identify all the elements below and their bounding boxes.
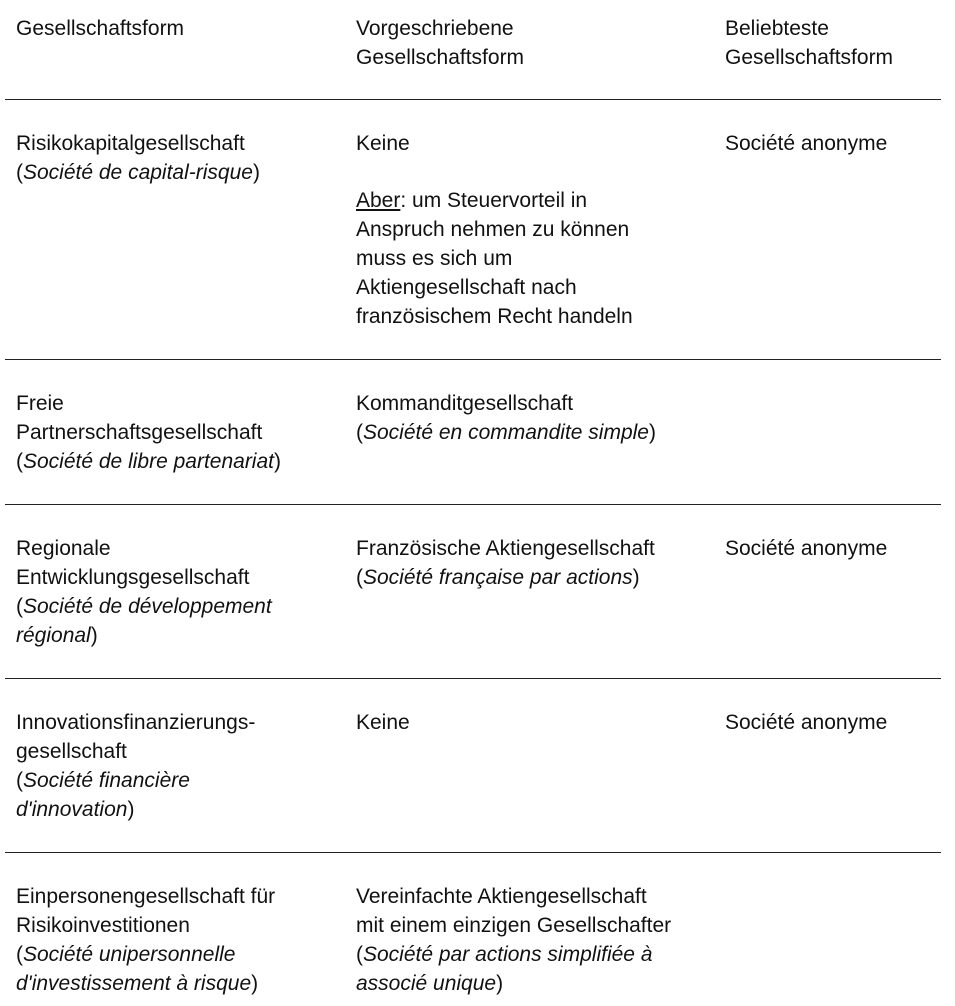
required-form-cell: Keine [356, 711, 410, 734]
legal-form-cell: Regionale Entwicklungsgesellschaft (Société de développement régional) [16, 537, 272, 647]
table-row [5, 504, 941, 678]
popular-form-cell: Société anonyme [725, 711, 888, 734]
header-popular-form: Beliebteste Gesellschaftsform [725, 17, 894, 69]
table-row [5, 359, 941, 504]
header-legal-form: Gesellschaftsform [16, 17, 185, 40]
table-row [5, 678, 941, 852]
legal-forms-table [5, 0, 941, 1005]
header-required-form: Vorgeschriebene Gesellschaftsform [356, 17, 525, 69]
required-form-cell: Vereinfachte Aktiengesellschaft mit einem einzigen Gesellschafter (Société par actions simplifiée à associé unique) [356, 885, 672, 995]
table-row [5, 852, 941, 1005]
popular-form-cell: Société anonyme [725, 132, 888, 155]
popular-form-cell: Société anonyme [725, 537, 888, 560]
required-form-cell: Französische Aktiengesellschaft (Société française par actions) [356, 537, 655, 589]
required-form-cell: Kommanditgesellschaft (Société en commandite simple) [356, 392, 656, 444]
legal-form-cell: Innovationsfinanzierungs- gesellschaft (Société financière d'innovation) [16, 711, 256, 821]
required-form-cell: Keine Aber: um Steuervorteil in Anspruch nehmen zu können muss es sich um Aktiengesellschaft nach französischem Recht handeln [356, 132, 633, 328]
note-label: Aber [356, 189, 401, 212]
table-header [5, 0, 941, 99]
legal-form-cell: Freie Partnerschaftsgesellschaft (Société de libre partenariat) [16, 392, 281, 473]
legal-form-cell: Risikokapitalgesellschaft (Société de capital-risque) [16, 132, 260, 184]
legal-form-cell: Einpersonengesellschaft für Risikoinvestitionen (Société unipersonnelle d'investissement à risque) [16, 885, 276, 995]
table-row [5, 99, 941, 359]
